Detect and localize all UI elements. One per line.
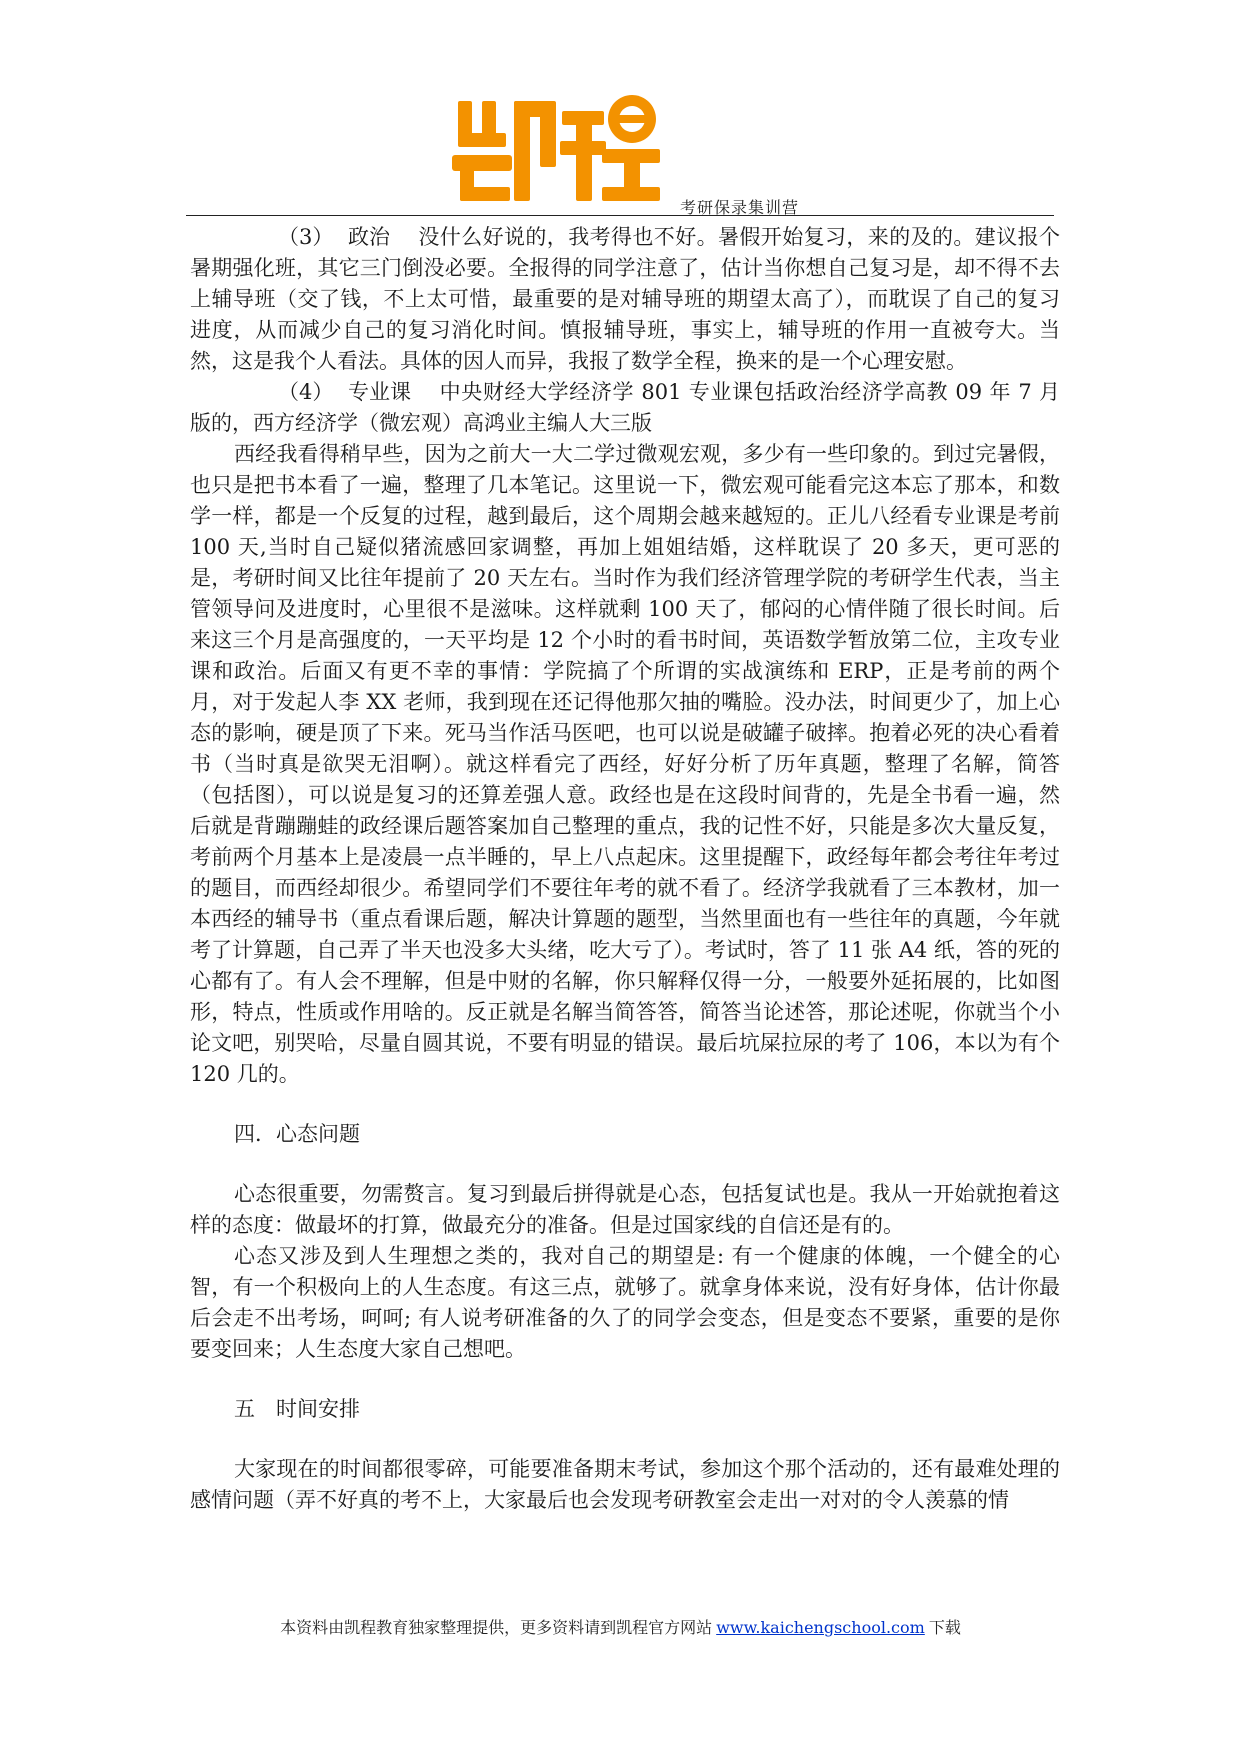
spacer (190, 1150, 1060, 1179)
footer-suffix: 下载 (928, 1618, 961, 1637)
page-footer (0, 1615, 1241, 1638)
kaicheng-logo (452, 93, 662, 205)
header-divider (186, 215, 1054, 216)
website-link[interactable]: www.kaichengschool.com (716, 1618, 925, 1637)
spacer (190, 1090, 1060, 1119)
paragraph-time: 大家现在的时间都很零碎，可能要准备期末考试，参加这个那个活动的，还有最难处理的感情问题（弄不好真的考不上，大家最后也会发现考研教室会走出一对对的令人羡慕的情 (190, 1457, 1060, 1512)
item-title: 专业课 (348, 380, 411, 404)
item-number: （4） (278, 380, 334, 404)
spacer (190, 1425, 1060, 1454)
paragraph-text: 没什么好说的，我考得也不好。暑假开始复习，来的及的。建议报个暑期强化班，其它三门倒没必要。全报得的同学注意了，估计当你想自己复习是，却不得不去上辅导班（交了钱，不上太可惜，最重要的是对辅导班的期望太高了），而耽误了自己的复习进度，从而减少自己的复习消化时间。慎报辅导班，事实上，辅导班的作用一直被夸大。当然，这是我个人看法。具体的因人而异，我报了数学全程，换来的是一个心理安慰。 (190, 225, 1060, 373)
paragraph-western-economics: 西经我看得稍早些，因为之前大一大二学过微观宏观，多少有一些印象的。到过完暑假，也只是把书本看了一遍，整理了几本笔记。这里说一下，微宏观可能看完这本忘了那本，和数学一样，都是一个反复的过程，越到最后，这个周期会越来越短的。正儿八经看专业课是考前 100 天,当时自己疑似猪流感回家调整，再加上姐姐结婚，这样耽误了 20 多天，更可恶的是，考研时间又比往年提前了 20 天左右。当时作为我们经济管理学院的考研学生代表，当主管领导问及进度时，心里很不是滋味。这样就剩 100 天了，郁闷的心情伴随了很长时间。后来这三个月是高强度的，一天平均是 12 个小时的看书时间，英语数学暂放第二位，主攻专业课和政治。后面又有更不幸的事情：学院搞了个所谓的实战演练和 ERP，正是考前的两个月，对于发起人李 XX 老师，我到现在还记得他那欠抽的嘴脸。没办法，时间更少了，加上心态的影响，硬是顶了下来。死马当作活马医吧，也可以说是破罐子破摔。抱着必死的决心看着书（当时真是欲哭无泪啊）。就这样看完了西经，好好分析了历年真题，整理了名解，简答（包括图），可以说是复习的还算差强人意。政经也是在这段时间背的，先是全书看一遍，然后就是背蹦蹦蛙的政经课后题答案加自己整理的重点，我的记性不好，只能是多次大量反复，考前两个月基本上是凌晨一点半睡的，早上八点起床。这里提醒下，政经每年都会考往年考过的题目，而西经却很少。希望同学们不要往年考的就不看了。经济学我就看了三本教材，加一本西经的辅导书（重点看课后题，解决计算题的题型，当然里面也有一些往年的真题，今年就考了计算题，自己弄了半天也没多大头绪，吃大亏了）。考试时，答了 11 张 A4 纸，答的死的心都有了。有人会不理解，但是中财的名解，你只解释仅得一分，一般要外延拓展的，比如图形，特点，性质或作用啥的。反正就是名解当简答答，简答当论述答，那论述呢，你就当个小论文吧，别哭哈，尽量自圆其说，不要有明显的错误。最后坑屎拉尿的考了 106，本以为有个 120 几的。 (190, 442, 1060, 1086)
paragraph-text: 中央财经大学经济学 801 专业课包括政治经济学高教 09 年 7 月版的，西方经济学（微宏观）高鸿业主编人大三版 (190, 380, 1060, 435)
paragraph-mindset-2: 心态又涉及到人生理想之类的，我对自己的期望是: 有一个健康的体魄，一个健全的心智，有一个积极向上的人生态度。有这三点，就够了。就拿身体来说，没有好身体，估计你最后会走不出考场，呵呵; 有人说考研准备的久了的同学会变态，但是变态不要紧，重要的是你要变回来；人生态度大家自己想吧。 (190, 1244, 1060, 1361)
spacer (190, 1365, 1060, 1394)
item-title: 政治 (348, 225, 390, 249)
item-number: （3） (278, 225, 334, 249)
document-body (190, 222, 1060, 1516)
section-heading-mindset: 四．心态问题 (234, 1122, 360, 1146)
paragraph-politics (190, 222, 1060, 377)
footer-text: 本资料由凯程教育独家整理提供，更多资料请到凯程官方网站 (280, 1618, 713, 1637)
header-tagline: 考研保录集训营 (680, 198, 800, 217)
paragraph-major-course (190, 377, 1060, 439)
section-heading-time: 五 时间安排 (234, 1397, 360, 1421)
page-header (0, 0, 1241, 220)
paragraph-mindset-1: 心态很重要，勿需赘言。复习到最后拼得就是心态，包括复试也是。我从一开始就抱着这样的态度：做最坏的打算，做最充分的准备。但是过国家线的自信还是有的。 (190, 1182, 1060, 1237)
